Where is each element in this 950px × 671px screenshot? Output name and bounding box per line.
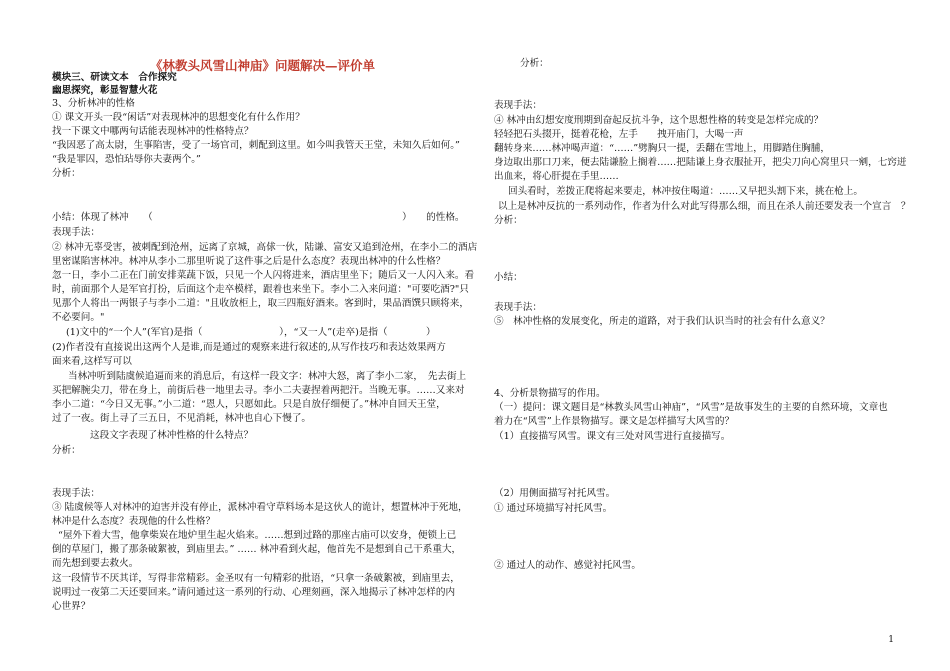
text-line: （2）用侧面描写衬托风雪。 bbox=[494, 488, 616, 499]
text-line: 翻转身来……林冲喝声道：“……”劈胸只一提，丢翻在雪地上，用脚踏住胸脯， bbox=[494, 143, 830, 154]
text-line: 面来看,这样写可以 bbox=[52, 356, 132, 367]
text-line: ④ 林冲由幻想安度刑期到奋起反抗斗争，这个思想性格的转变是怎样完成的？ bbox=[494, 115, 824, 126]
question-heading: 3、分析林冲的性格 bbox=[52, 98, 135, 109]
page-title: 《林教头风雪山神庙》问题解决—评价单 bbox=[150, 58, 376, 73]
quote-line: 倒的草屋门，搬了那条破絮被，到庙里去。” …… 林冲看到火起，他首先不是想到自己干系重大， bbox=[52, 544, 462, 555]
text-line: 买把解腕尖刀，带在身上，前街后巷一地里去寻。李小二夫妻捏着两把汗。当晚无事。……又来对 bbox=[52, 385, 465, 396]
text-line: 见那个人将出一两银子与李小二道："且收放柜上，取三四瓶好酒来。客到时，果品酒馔只顾将来， bbox=[52, 298, 469, 309]
text-line: 不必要问。" bbox=[52, 312, 105, 323]
quote-line: “我因恶了高太尉，生事陷害，受了一场官司，刺配到这里。如今叫我管天王堂，未知久后如何。” bbox=[52, 140, 460, 151]
analysis-label: 分析： bbox=[52, 445, 81, 456]
text-line: 这段文字表现了林冲性格的什么特点？ bbox=[90, 430, 254, 441]
text-line: 找一下课文中哪两句话能表现林冲的性格特点？ bbox=[52, 126, 254, 137]
quote-line: “我是罪囚，恐怕玷辱你夫妻两个。” bbox=[52, 154, 201, 165]
text-line: 这一段情节不厌其详，写得非常精彩。金圣叹有一句精彩的批语，“只拿一条破絮被，到庙里去， bbox=[52, 573, 460, 584]
text-line: （1）直接描写风雪。课文有三处对风雪进行直接描写。 bbox=[494, 431, 731, 442]
text-line: 过了一夜。街上寻了三五日，不见消耗，林冲也自心下慢了。 bbox=[52, 413, 312, 424]
page-number: 1 bbox=[888, 635, 894, 645]
text-line: ② 通过人的动作、感觉衬托风雪。 bbox=[494, 560, 641, 571]
text-line: ③ 陆虞候等人对林冲的迫害并没有停止，派林冲看守草料场本是这伙人的诡计，想置林冲于死地， bbox=[52, 502, 468, 513]
section-subheading: 幽思探究，彰显智慧火花 bbox=[52, 85, 158, 96]
text-line: 出血来，将心肝提在手里…… bbox=[494, 171, 619, 182]
text-line: （一）提问：课文题目是“林教头风雪山神庙”，“风雪”是故事发生的主要的自然环境，文章也 bbox=[494, 402, 888, 413]
section-heading: 4、分析景物描写的作用。 bbox=[494, 388, 606, 399]
text-line: 里密谋陷害林冲。林冲从李小二那里听说了这件事之后是什么态度？表现出林冲的什么性格？ bbox=[52, 256, 446, 267]
text-line: 着力在“风雪”上作景物描写。课文是怎样描写大风雪的？ bbox=[494, 416, 735, 427]
technique-label: 表现手法： bbox=[494, 302, 542, 313]
analysis-label: 分析： bbox=[494, 215, 523, 226]
text-line: 身边取出那口刀来，便去陆谦脸上搁着……把陆谦上身衣服扯开，把尖刀向心窝里只一剜，七窍迸 bbox=[494, 157, 907, 168]
text-line: 林冲是什么态度？表现他的什么性格？ bbox=[52, 516, 216, 527]
text-line: 以上是林冲反抗的一系列动作，作者为什么对此写得那么细，而且在杀人前还要发表一个宣言 ？ bbox=[498, 201, 911, 212]
fill-in-question: (1)文中的“一个人”(军官)是指（ ），“又一人”(走卒)是指（ ） bbox=[66, 327, 436, 338]
text-line: 轻轻把石头掇开，挺着花枪，左手 拽开庙门，大喝一声 bbox=[494, 129, 744, 140]
quote-line: “屋外下着大雪，他拿柴炭在地炉里生起火焰来。……想到过路的那座古庙可以安身，便锁上已 bbox=[58, 530, 457, 541]
summary-line: 小结：体现了林冲 （ ） 的性格。 bbox=[52, 212, 465, 223]
text-line: 李小二道：“今日又无事。”小二道：“恩人，只愿如此。只是自放仔细便了。”林冲自回天王堂， bbox=[52, 399, 446, 410]
text-line: 心世界？ bbox=[52, 601, 91, 612]
analysis-label: 分析： bbox=[52, 168, 81, 179]
text-line: 忽一日，李小二正在门前安排菜蔬下饭，只见一个人闪将进来，酒店里坐下；随后又一人闪入来。看 bbox=[52, 270, 475, 281]
text-line: 当林冲听到陆虞候追逼而来的消息后，有这样一段文字：林冲大怒，离了李小二家， 先去街上 bbox=[68, 371, 467, 382]
text-line: ① 通过环境描写衬托风雪。 bbox=[494, 503, 613, 514]
text-line: 而先想到要去救火。 bbox=[52, 558, 139, 569]
text-line: 时，前面那个人是军官打扮，后面这个走卒模样，跟着也来坐下。李小二入来问道："可要吃酒?"只 bbox=[52, 284, 469, 295]
text-line: 回头看时，差拨正爬将起来要走，林冲按住喝道：……又早把头割下来，挑在枪上。 bbox=[508, 186, 863, 197]
text-line: ② 林冲无辜受害，被刺配到沧州，远离了京城，高俅一伙，陆谦、富安又追到沧州，在李小二的酒店 bbox=[52, 242, 478, 253]
text-line: ⑤ 林冲性格的发展变化，所走的道路，对于我们认识当时的社会有什么意义？ bbox=[494, 316, 830, 327]
technique-label: 表现手法： bbox=[52, 488, 100, 499]
text-line: ① 课文开头一段“闲话”对表现林冲的思想变化有什么作用？ bbox=[52, 112, 305, 123]
analysis-label: 分析： bbox=[520, 58, 549, 69]
text-line: 说明过一夜第二天还要回来。”请问通过这一系列的行动、心理刻画，深入地揭示了林冲怎样的内 bbox=[52, 587, 456, 598]
text-line: (2)作者没有直接说出这两个人是谁,而是通过的观察来进行叙述的,从写作技巧和表达效果两方 bbox=[52, 342, 446, 353]
technique-label: 表现手法： bbox=[52, 227, 100, 238]
summary-label: 小结： bbox=[494, 272, 523, 283]
technique-label: 表现手法： bbox=[494, 100, 542, 111]
module-heading: 模块三、研读文本 合作探究 bbox=[52, 72, 177, 83]
